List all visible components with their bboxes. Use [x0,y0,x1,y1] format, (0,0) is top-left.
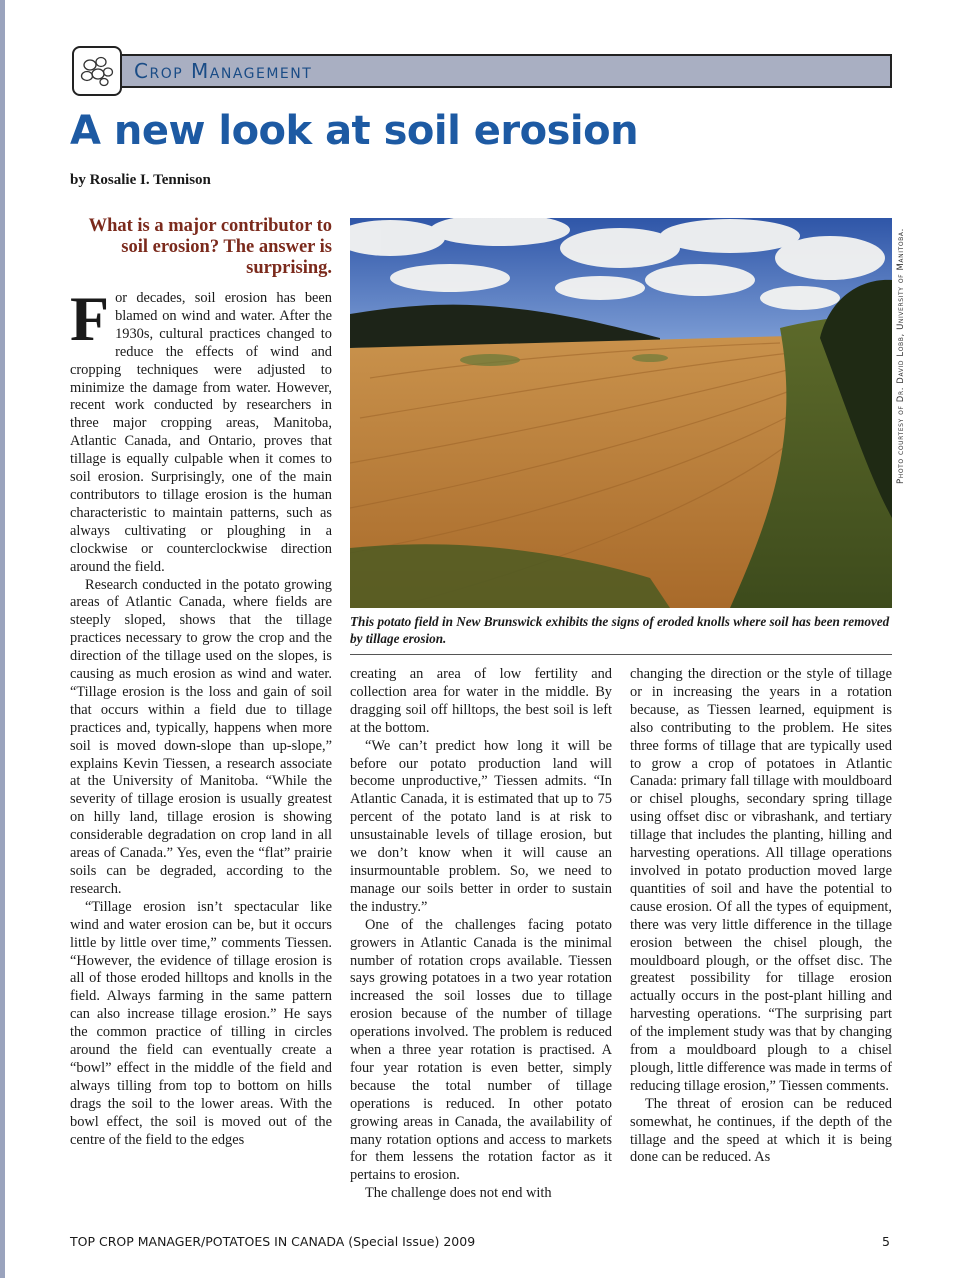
drop-cap: F [70,290,110,354]
section-header [72,46,892,98]
body-paragraph: Research conducted in the potato growing areas of Atlantic Canada, where fields are steeply sloped, shows that the tillage practices necessary to grow the crop and the direction of the tillage used on the slopes, is causing as much erosion as wind and water. “Tillage erosion is the loss and gain of soil that occurs within a field due to tillage practices and, typically, happens when more soil is moved down-slope than up-slope,” explains Kevin Tiessen, a research associate at the University of Manitoba. “While the severity of tillage erosion is usually greatest on hilly land, tillage erosion is showing considerable degradation on crop land in all areas of Canada.” Yes, even the “flat” prairie soils can be degraded, according to the research. [70,576,332,897]
body-column-1 [70,290,332,1224]
body-paragraph: creating an area of low fertility and collection area for water in the middle. By dragging soil off hilltops, the best soil is left at the bottom. [350,666,612,736]
body-paragraph: For decades, soil erosion has been blamed on wind and water. After the 1930s, cultural practices changed to reduce the effects of wind and cropping techniques were adjusted to minimize the damage from water. However, recent work conducted by researchers in three major cropping areas, Manitoba, Atlantic Canada, and Ontario, proves that tillage is equally culpable when it comes to soil erosion. Surprisingly, one of the main contributors to tillage erosion is the human characteristic to maintain patterns, such as always cultivating or ploughing in a clockwise or counterclockwise direction around the field. [70,290,332,575]
body-paragraph: changing the direction or the style of tillage or in increasing the years in a rotation because, as Tiessen learned, equipment is also contributing to the problem. He sites three forms of tillage that are typically used to grow a crop of potatoes in Atlantic Canada: primary fall tillage with mouldboard or chisel ploughs, secondary spring tillage using offset disc or vibrashank, and tertiary tillage that includes the planting, hilling and harvesting operations. All tillage operations involved in potato production moved large quantities of soil and have the potential to cause erosion. Of all the types of equipment, there was very little difference in the tillage erosion between the chisel plough, the mouldboard plough, or the offset disc. The greatest possibility for tillage erosion actually occurs in the post-plant hilling and harvesting operations. “The surprising part of the implement study was that by changing from a mouldboard plough to a chisel plough, little difference was made in terms of reducing tillage erosion,” Tiessen comments. [630,666,892,1094]
publication-footer: TOP CROP MANAGER/POTATOES IN CANADA (Special Issue) 2009 [70,1234,476,1249]
page-edge-bar [0,0,5,1278]
page-number: 5 [882,1234,890,1249]
field-photo [350,218,892,608]
photo-credit: Photo courtesy of Dr. David Lobb, University of Manitoba. [896,228,906,484]
photo-caption: This potato field in New Brunswick exhibits the signs of eroded knolls where soil has been removed by tillage erosion. [350,614,890,646]
section-icon-box [72,46,122,96]
potato-cluster-icon [74,48,120,94]
pull-quote: What is a major contributor to soil erosion? The answer is surprising. [88,216,332,278]
body-paragraph: The threat of erosion can be reduced somewhat, he continues, if the depth of the tillage and the speed at which it is being done can be reduced. As [630,1095,892,1166]
caption-rule [350,654,892,655]
article-title: A new look at soil erosion [70,108,639,154]
body-column-3 [630,666,892,1224]
section-title: Crop Management [134,59,313,83]
body-paragraph: “We can’t predict how long it will be before our potato production land will become unproductive,” Tiessen admits. “In Atlantic Canada, it is estimated that up to 75 percent of the potato land is at risk to unsustainable levels of tillage erosion, but we don’t know when it will cause an insurmountable problem. So, we need to manage our soils better in order to sustain the industry.” [350,737,612,915]
body-paragraph: “Tillage erosion isn’t spectacular like wind and water erosion can be, but it occurs little by little over time,” comments Tiessen. “However, the evidence of tillage erosion is all of those eroded hilltops and knolls in the field. Always farming in the same pattern can also increase tillage erosion.” He says the common practice of tilling in circles around the field can eventually create a “bowl” effect in the middle of the field and always tilling from top to bottom on hills drags the soil to the lower areas. With the bowl effect, the soil is moved out of the centre of the field to the edges [70,898,332,1148]
body-paragraph: One of the challenges facing potato growers in Atlantic Canada is the minimal number of rotation crops available. Tiessen says growing potatoes in a two year rotation increased the soil losses due to tillage erosion because of the number of tillage operations involved. The problem is reduced when a three year rotation is practised. A four year rotation is even better, simply because the total number of tillage operations is reduced. In other potato growing areas in Canada, the availability of many rotation options and access to markets for them lessens the rotation factor as it pertains to erosion. [350,916,612,1184]
byline: by Rosalie I. Tennison [70,172,211,188]
body-paragraph: The challenge does not end with [365,1185,552,1202]
section-bar [120,54,892,88]
body-column-2 [350,666,612,1224]
